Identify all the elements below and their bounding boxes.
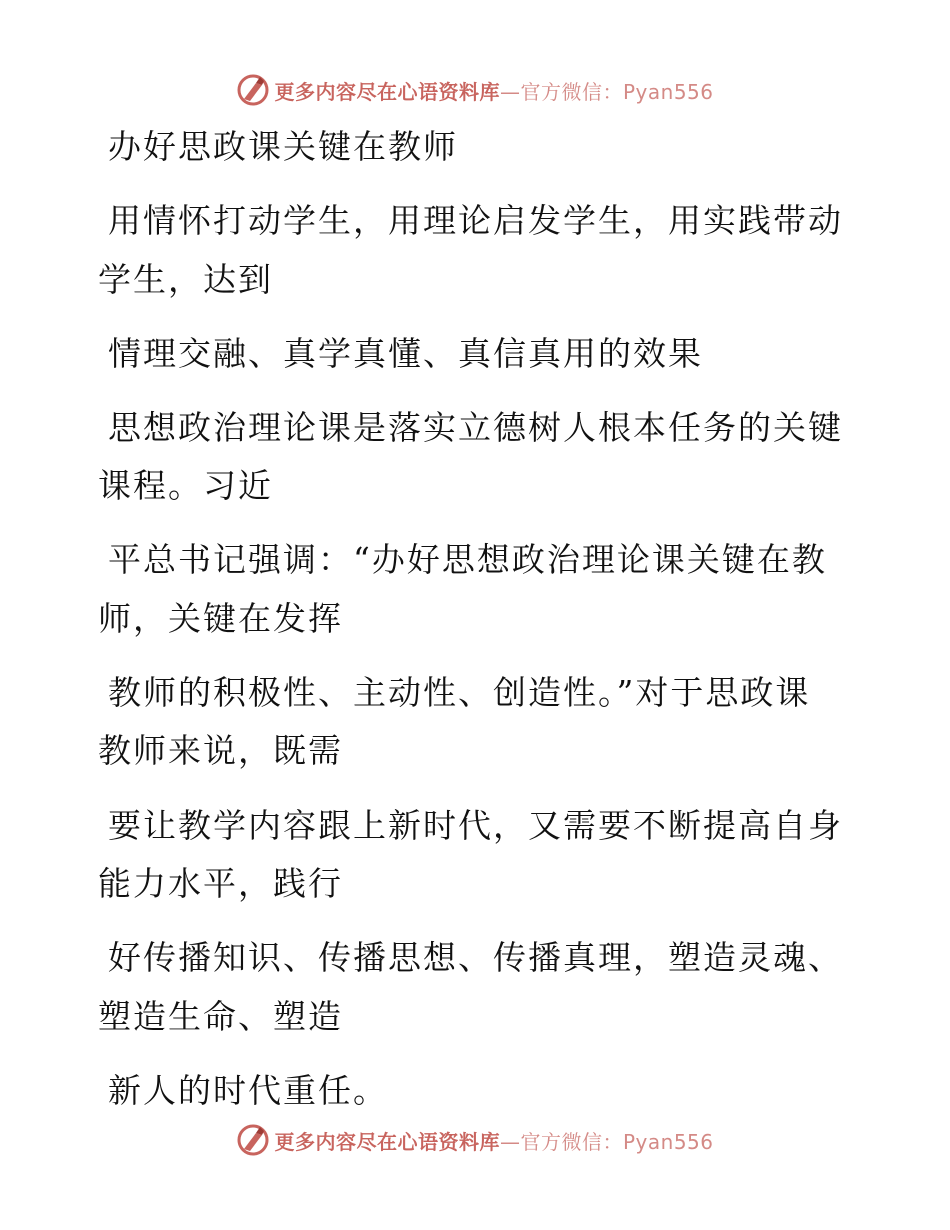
- paragraph-line-2: 学生，达到: [98, 260, 273, 299]
- paragraph-line-8: 教师的积极性、主动性、创造性。”对于思政课: [108, 673, 811, 712]
- paragraph-line-11: 能力水平，践行: [98, 864, 343, 903]
- paragraph-line-1: 用情怀打动学生，用理论启发学生，用实践带动: [108, 201, 843, 240]
- pen-nib-logo-icon: [236, 1123, 270, 1157]
- footer-wechat-id: Pyan556: [622, 1129, 714, 1154]
- header-brand-text: 更多内容尽在心语资料库: [274, 79, 500, 104]
- paragraph-line-4: 思想政治理论课是落实立德树人根本任务的关键: [108, 408, 843, 447]
- footer-watermark-text: [274, 1126, 713, 1155]
- paragraph-line-5: 课程。习近: [98, 466, 273, 505]
- footer-brand-text: 更多内容尽在心语资料库: [274, 1129, 500, 1154]
- footer-watermark-banner: [0, 1120, 950, 1160]
- paragraph-line-14: 新人的时代重任。: [108, 1071, 388, 1110]
- paragraph-line-10: 要让教学内容跟上新时代，又需要不断提高自身: [108, 806, 843, 845]
- paragraph-line-9: 教师来说，既需: [98, 731, 343, 770]
- header-wechat-id: Pyan556: [622, 79, 714, 104]
- document-title: 办好思政课关键在教师: [108, 127, 458, 166]
- header-watermark-banner: [0, 70, 950, 110]
- footer-separator: —: [499, 1129, 521, 1154]
- pen-nib-logo-icon: [236, 73, 270, 107]
- header-contact-text: 官方微信：: [520, 79, 623, 104]
- paragraph-line-3: 情理交融、真学真懂、真信真用的效果: [108, 334, 703, 373]
- paragraph-line-13: 塑造生命、塑造: [98, 997, 343, 1036]
- footer-contact-text: 官方微信：: [520, 1129, 623, 1154]
- paragraph-line-12: 好传播知识、传播思想、传播真理，塑造灵魂、: [108, 938, 843, 977]
- paragraph-line-7: 师，关键在发挥: [98, 599, 343, 638]
- paragraph-line-6: 平总书记强调：“办好思想政治理论课关键在教: [108, 540, 827, 579]
- header-watermark-text: [274, 76, 713, 105]
- header-separator: —: [499, 79, 521, 104]
